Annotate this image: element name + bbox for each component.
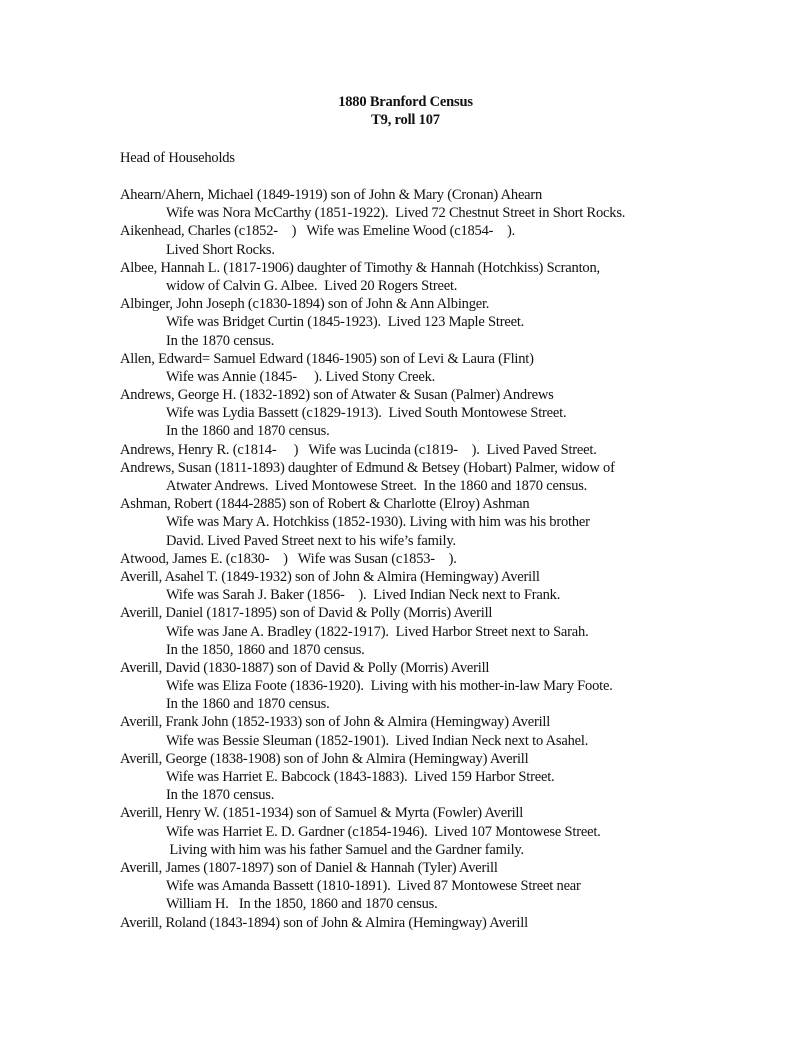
household-detail-line: Living with him was his father Samuel and the Gardner family.: [166, 841, 524, 858]
household-detail-line: In the 1860 and 1870 census.: [166, 696, 330, 713]
household-entry: [120, 441, 800, 459]
household-head-line: Aikenhead, Charles (c1852- ) Wife was Emeline Wood (c1854- ).: [120, 223, 516, 240]
household-head-line: Atwood, James E. (c1830- ) Wife was Susan (c1853- ).: [120, 550, 457, 567]
household-detail-line: David. Lived Paved Street next to his wife’s family.: [166, 532, 456, 549]
household-head-line: Allen, Edward= Samuel Edward (1846-1905) son of Levi & Laura (Flint): [120, 350, 534, 367]
household-entry: [120, 186, 800, 222]
household-detail-line: Wife was Bessie Sleuman (1852-1901). Lived Indian Neck next to Asahel.: [166, 732, 589, 749]
household-detail-line: Wife was Jane A. Bradley (1822-1917). Lived Harbor Street next to Sarah.: [166, 623, 589, 640]
household-detail-line: Wife was Bridget Curtin (1845-1923). Lived 123 Maple Street.: [166, 314, 525, 331]
household-head-line: Averill, Henry W. (1851-1934) son of Samuel & Myrta (Fowler) Averill: [120, 805, 524, 822]
household-entry: [120, 568, 800, 604]
household-entry: [120, 222, 800, 258]
household-detail-line: In the 1850, 1860 and 1870 census.: [166, 641, 365, 658]
household-detail-line: William H. In the 1850, 1860 and 1870 census.: [166, 896, 438, 913]
household-list: [120, 186, 800, 932]
household-entry: [120, 659, 800, 714]
household-entry: [120, 550, 800, 568]
household-detail-line: Wife was Harriet E. D. Gardner (c1854-1946). Lived 107 Montowese Street.: [166, 823, 601, 840]
household-detail-line: Wife was Annie (1845- ). Lived Stony Creek.: [166, 368, 436, 385]
household-head-line: Averill, George (1838-1908) son of John & Almira (Hemingway) Averill: [120, 750, 529, 767]
household-detail-line: Wife was Eliza Foote (1836-1920). Living with his mother-in-law Mary Foote.: [166, 678, 613, 695]
household-entry: [120, 295, 800, 350]
household-head-line: Averill, Asahel T. (1849-1932) son of John & Almira (Hemingway) Averill: [120, 568, 540, 585]
household-head-line: Albee, Hannah L. (1817-1906) daughter of Timothy & Hannah (Hotchkiss) Scranton,: [120, 259, 600, 276]
household-head-line: Andrews, Susan (1811-1893) daughter of Edmund & Betsey (Hobart) Palmer, widow of: [120, 459, 615, 476]
household-detail-line: Wife was Harriet E. Babcock (1843-1883). Lived 159 Harbor Street.: [166, 769, 555, 785]
household-detail-line: Wife was Amanda Bassett (1810-1891). Lived 87 Montowese Street near: [166, 878, 581, 895]
household-detail-line: In the 1860 and 1870 census.: [166, 423, 330, 440]
household-head-line: Averill, Frank John (1852-1933) son of John & Almira (Hemingway) Averill: [120, 714, 551, 731]
household-head-line: Ashman, Robert (1844-2885) son of Robert & Charlotte (Elroy) Ashman: [120, 496, 530, 513]
household-detail-line: widow of Calvin G. Albee. Lived 20 Rogers Street.: [166, 277, 458, 294]
household-entry: [120, 750, 800, 805]
section-heading: Head of Households: [120, 150, 235, 166]
document-title: 1880 Branford Census: [338, 94, 473, 110]
document-subtitle: T9, roll 107: [371, 112, 440, 128]
household-entry: [120, 259, 800, 295]
household-detail-line: Lived Short Rocks.: [166, 241, 275, 258]
household-entry: [120, 804, 800, 859]
household-head-line: Averill, Daniel (1817-1895) son of David & Polly (Morris) Averill: [120, 605, 493, 622]
household-head-line: Averill, Roland (1843-1894) son of John & Almira (Hemingway) Averill: [120, 914, 528, 931]
household-head-line: Andrews, Henry R. (c1814- ) Wife was Lucinda (c1819- ). Lived Paved Street.: [120, 441, 597, 458]
household-entry: [120, 459, 800, 495]
household-entry: [120, 914, 800, 932]
household-head-line: Averill, David (1830-1887) son of David & Polly (Morris) Averill: [120, 659, 490, 676]
household-detail-line: Atwater Andrews. Lived Montowese Street. In the 1860 and 1870 census.: [166, 478, 588, 494]
household-detail-line: Wife was Nora McCarthy (1851-1922). Lived 72 Chestnut Street in Short Rocks.: [166, 205, 626, 222]
household-detail-line: Wife was Sarah J. Baker (1856- ). Lived Indian Neck next to Frank.: [166, 587, 561, 604]
household-head-line: Andrews, George H. (1832-1892) son of Atwater & Susan (Palmer) Andrews: [120, 387, 554, 404]
household-detail-line: Wife was Lydia Bassett (c1829-1913). Lived South Montowese Street.: [166, 405, 567, 422]
household-head-line: Averill, James (1807-1897) son of Daniel & Hannah (Tyler) Averill: [120, 859, 498, 876]
household-entry: [120, 859, 800, 914]
household-entry: [120, 350, 800, 386]
household-detail-line: In the 1870 census.: [166, 787, 275, 804]
household-detail-line: In the 1870 census.: [166, 332, 275, 349]
household-entry: [120, 386, 800, 441]
household-entry: [120, 495, 800, 550]
household-head-line: Ahearn/Ahern, Michael (1849-1919) son of John & Mary (Cronan) Ahearn: [120, 187, 543, 203]
household-detail-line: Wife was Mary A. Hotchkiss (1852-1930). Living with him was his brother: [166, 514, 590, 531]
household-entry: [120, 713, 800, 749]
household-entry: [120, 604, 800, 659]
household-head-line: Albinger, John Joseph (c1830-1894) son of John & Ann Albinger.: [120, 296, 490, 313]
